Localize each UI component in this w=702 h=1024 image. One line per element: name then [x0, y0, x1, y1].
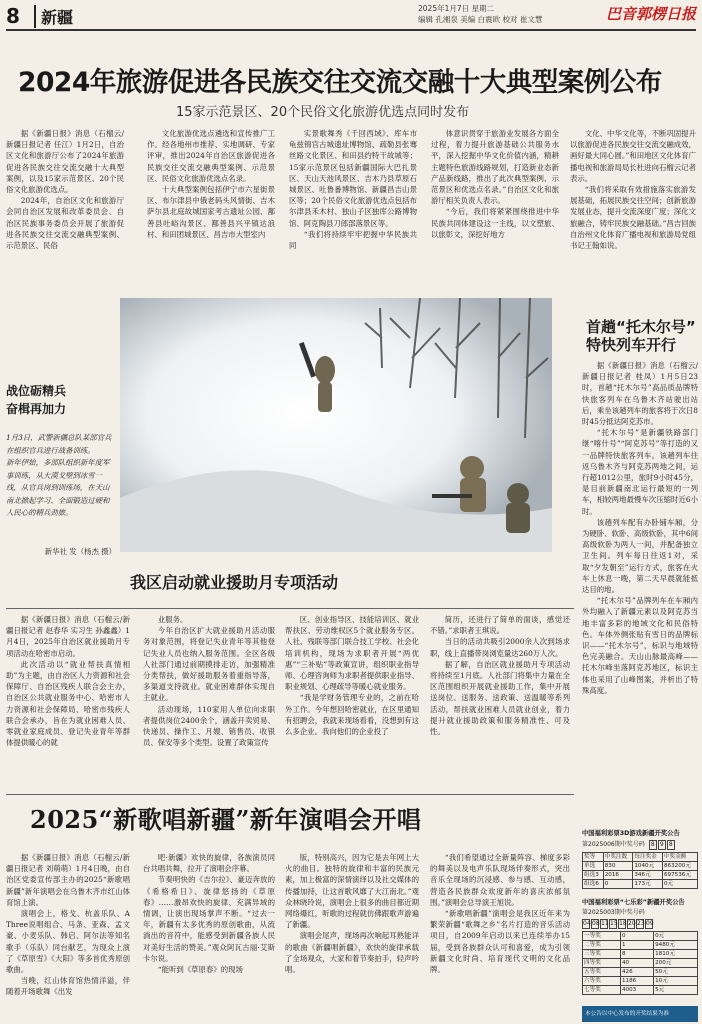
table-cell: 1186 — [621, 977, 654, 986]
table-cell: 1040元 — [633, 862, 663, 871]
paragraph: 演唱会上，格戈、杭盖乐队、A Three说唱组合、马条、亚森、孟文豪、小麦乐队、韩启、阿尔法等知名歌手（乐队）同台献艺，为现众上演了《草原雪》《大阳》等多首优秀原创歌曲。 — [6, 909, 130, 975]
lottery-footer: 本公告以中心发布的开奖结果为准 — [582, 1006, 698, 1022]
paragraph: “新歌唱新疆”演唱会是我区近年来为繁荣新疆“歌舞之乡”名片打造的音乐活动项目，自2009年启动以来已连续举办15届，受到各族群众认可和喜爱，成为引领新疆文化时尚、培育现代文明的文化品牌。 — [430, 909, 570, 975]
table-cell: 0元 — [654, 932, 698, 941]
lottery-3d-title: 中国福利彩票3D游戏新疆开奖公告 — [582, 830, 680, 837]
table-row — [583, 941, 698, 950]
table-cell: 七等奖 — [583, 986, 621, 995]
paragraph: 2024年，自治区文化和旅游厅会同自治区发展和改革委员会、自治区民族事务委员会开展了旅游促进各民族交往交流交融典型案例、示范景区、民俗 — [6, 196, 124, 251]
jobs-rule — [6, 608, 574, 609]
paragraph: 简历，还进行了简单的面谈，感觉还不错。”求职者王琪说。 — [430, 615, 570, 636]
table-row — [583, 880, 698, 889]
table-cell: 六等奖 — [583, 977, 621, 986]
jobs-column-2 — [143, 614, 275, 790]
paragraph: 据《新疆日报》消息（石榴云/新疆日报记者 赵春华 实习生 孙鑫鑫）1月4日，2025年自治区就业援助月专项活动在哈密市启动。 — [6, 615, 130, 658]
lottery-qlc-title: 中国福利彩票“七乐彩”新疆开奖公告 — [582, 899, 685, 906]
photo-caption-title-2: 奋楫再加力 — [6, 402, 67, 416]
lottery-3d-issue: 第2025006期中奖号码 — [582, 841, 645, 848]
table-row — [583, 968, 698, 977]
paragraph: “我们希望通过全新量阵容、梯度多彩的舞美以及电声乐队现场伴奏形式，突出音乐全现场的沉浸感、参与感、互动感，营造各民族群众欢度新年的喜庆浓郁氛围。”演唱会总导演王旭说。 — [430, 853, 570, 907]
table-header-cell: 中奖注数 — [603, 853, 633, 862]
jobs-column-3 — [285, 614, 419, 790]
jobs-headline: 我区启动就业援助月专项活动 — [130, 573, 339, 592]
lottery-3d-number: 8 — [649, 840, 657, 850]
table-cell: 50元 — [654, 968, 698, 977]
concert-rule — [6, 794, 574, 795]
photo-caption-text — [6, 432, 116, 542]
paragraph: 今年自治区扩大就业援助月活动服务对象范围，将登记失业青年等其他登记失业人员也纳入服务范围。全区各级人社部门通过前期摸排走访，加强精准分类帮扶，做好援助服务着重指导落，多渠道支持就业。就业困难群体实现自主就业。 — [143, 626, 275, 703]
paragraph: 业服务。 — [157, 615, 188, 624]
rail-title-1: 首趟“托木尔号” — [586, 318, 696, 336]
table-cell: 9480元 — [654, 941, 698, 950]
newspaper-masthead: 巴音郭楞日报 — [606, 5, 697, 23]
table-row — [583, 977, 698, 986]
paragraph: 活动现场，110家用人单位向求职者提供岗位2400余个，涵盖开卖贸易、快递员、操作工、月嫂、销售员、收银员、保安等多个类型。设置了政策宣传 — [143, 704, 275, 748]
table-cell: 10元 — [654, 977, 698, 986]
section-name: 新疆 — [34, 5, 73, 28]
paragraph: 实景歌舞秀《千回西域》、库车市龟兹锦官古城遗址博物馆、疏勒县张骞丝路文化景区、和田县约特干故城等；15家示范景区包括新疆国际大巴扎景区、天山天池风景区、吉木乃县草原石城景区、吐鲁番博物馆、新疆昌吉山景区等；20个民俗文化旅游优选点包括布尔津县禾木村、独山子区独库公路博物馆、阿克陶县刀郎部落景区等。 — [289, 129, 417, 228]
table-row — [583, 950, 698, 959]
lottery-qlc-number: 09 — [646, 920, 654, 927]
table-header-row — [583, 853, 698, 862]
paragraph: 该趟列车配有办卧铺车厢，分为硬卧、软卧、高级软卧，其中6间高级软卧为两人一间，并配备独立卫生间。列车每日往返1对，采取“夕发朝至”运行方式，旅客在火车上休息一晚，第二天早晨就能抵达目的地。 — [582, 517, 698, 595]
table-cell: 4003 — [621, 986, 654, 995]
lottery-qlc-number: 15 — [610, 920, 618, 927]
lottery-3d-number: 9 — [658, 840, 666, 850]
lottery-qlc-number: 04 — [583, 920, 591, 927]
lead-column-1 — [6, 128, 124, 296]
jobs-column-4 — [430, 614, 570, 790]
table-cell: 2016 — [603, 871, 633, 880]
paragraph: “今后，我们将紧紧围绕推进中华民族共同体建设这一主线，以文塑旅、以旅彰文，深挖好地方 — [431, 207, 559, 239]
lottery-qlc-number: 11 — [601, 920, 609, 927]
lead-subhead: 15家示范景区、20个民俗文化旅游优选点同时发布 — [176, 105, 470, 120]
table-row — [583, 986, 698, 995]
paragraph: “能听到《草原春》的现场 — [157, 965, 243, 975]
table-header-cell: 奖等 — [583, 853, 604, 862]
table-cell: 0 — [603, 880, 633, 889]
table-cell: 1 — [621, 941, 654, 950]
lead-column-2 — [147, 128, 275, 296]
page-number: 8 — [6, 4, 20, 28]
paragraph: 据《新疆日报》消息（石榴云/新疆日报记者 刘萌萌）1月4日晚，由自治区党委宣传部主办的2025“新歌唱新疆”新年演唱会在乌鲁木齐市红山体育馆上演。 — [6, 853, 130, 907]
table-cell: 426 — [621, 968, 654, 977]
concert-column-4 — [430, 852, 570, 1022]
paragraph: 据了解，自治区就业援助月专项活动将持续至1月底。人社部门将集中力量在全区范围组织开展就业援助工作，集中开展送岗位、送服务、送政策、送温暖等系列活动，帮扶就业困难人员就业创业，着力提升就业援助政策和服务精准性、可及性。 — [430, 659, 570, 737]
table-cell: 173元 — [633, 880, 663, 889]
photo-credit: 新华社 发（杨杰 摄） — [44, 547, 116, 556]
table-cell: 346元 — [633, 871, 663, 880]
table-cell: 863200元 — [663, 862, 698, 871]
paragraph: 1月3日，武警新疆总队某部官兵在组织官兵进行战备训练。 — [6, 433, 112, 455]
table-cell: 三等奖 — [583, 950, 621, 959]
paragraph: “托木尔号”是新疆铁路部门继“喀什号”“阿克苏号”等打造的又一品牌特快旅客列车。该趟列车往返乌鲁木齐与阿克苏两地之间，运行超1012公里，旅时9小时45分，是目前新疆南北运行最短的一列车，相较两地最慢车次压缩时近6小时。 — [582, 428, 698, 516]
table-cell: 200元 — [654, 959, 698, 968]
paragraph: 吧·新疆》欢快的旋律，各族演员同台共唱共舞，拉开了演唱会序幕。 — [143, 853, 275, 874]
lottery-3d-number: 8 — [667, 840, 675, 850]
snow-training-illustration — [120, 298, 552, 552]
table-row — [583, 862, 698, 871]
table-cell: 697536元 — [663, 871, 698, 880]
table-cell: 单选 — [583, 862, 604, 871]
rail-article — [582, 360, 698, 732]
paragraph: 当晚，红山体育馆热情洋溢，伴随着开场歌舞《出发 — [6, 976, 130, 997]
lottery-qlc-issue: 第2025003期中奖号码 — [582, 909, 645, 916]
table-cell: 组选6 — [583, 880, 604, 889]
lead-headline: 2024年旅游促进各民族交往交流交融十大典型案例公布 — [18, 67, 662, 98]
table-cell: 五等奖 — [583, 968, 621, 977]
paragraph: 版，特别高兴，因为它是去年网上大火的曲目。独特的旋律和丰富的民族元素，加上极富的深情演绎以及社交媒体的传播加持，让这首歌风靡了大江南北。”观众林晓玲说，演唱会上很多的曲目都近期网络爆红，听歌的过程就仿佛跟歌声游遍了新疆。 — [285, 853, 419, 930]
paragraph: 据《新疆日报》消息（石榴云/新疆日报记者 任江）1月2日，自治区文化和旅游厅公布了2024年旅游促进各民族交往交流交融十大典型案例，以及15家示范景区、20个民俗文化旅游优选点。 — [6, 129, 124, 195]
paragraph: 区、创业指导区、技能培训区、就业帮扶区、劳动维权区5个就业服务专区。人社、残联等部门联合技工学校、社会化培训机构，现场为求职者开展“两优惠”“三补贴”等政策宣讲，组织职业指导师、心理咨询师为求职者提供职业指导、职业规划、心理疏导等暖心就业服务。 — [285, 615, 419, 692]
paragraph: 文化旅游优选点遴选和宣传推广工作。经各地州市推荐、实地调研、专家评审，推出2024年自治区旅游促进各民族交往交流交融典型案例、示范景区、民俗文化旅游优选点名录。 — [147, 129, 275, 183]
jobs-column-1 — [6, 614, 130, 790]
lottery-3d-numbers — [649, 840, 676, 850]
header-rule — [6, 29, 696, 31]
lottery-qlc-numbers — [582, 919, 698, 929]
table-cell: 二等奖 — [583, 941, 621, 950]
paragraph: 十大典型案例包括伊宁市六星街景区、布尔津县中俄老码头风情街、吉木萨尔县北庭故城国家考古遗址公园、鄯善县吐峪沟景区、鄯善县兴平镇达浪村、和田团城景区、昌吉市大型室内 — [147, 185, 275, 239]
lead-column-4 — [431, 128, 559, 296]
lottery-qlc-number: 20 — [628, 920, 636, 927]
table-header-cell: 中奖金额 — [663, 853, 698, 862]
paragraph: “托木尔号”品牌列车在车厢内外均融入了新疆元素以及阿克苏当地丰富多彩的地域文化和民俗特色。车体外侧张贴有雪日的品牌标识——“托木尔号”，标识与地域特色完美融合。天山山脉最高峰——托木尔峰坐落阿克苏地区，标识主体也采用了山峰图案，并析出了特殊高度。 — [582, 596, 698, 695]
lottery-qlc-number: 18 — [619, 920, 627, 927]
table-cell: 8 — [621, 950, 654, 959]
rail-title-2: 特快列车开行 — [586, 336, 677, 354]
paragraph: 当日的活动共吸引2000余人次到场求职，线上直播带岗浏览量达260万人次。 — [430, 637, 570, 658]
paragraph: “我们将采取有效措施落实旅游发展基础，拓展民族交往空间；创新旅游发展业态，提升交流深度广度；深化文旅融合，铸牢民族交融基础。”昌吉回族自治州文化体育广播电视和旅游局党组书记王翰如说。 — [570, 185, 696, 251]
table-row — [583, 932, 698, 941]
concert-column-2 — [143, 852, 275, 1022]
table-header-cell: 每注奖金 — [633, 853, 663, 862]
lead-column-5 — [570, 128, 696, 296]
lottery-qlc-table — [582, 931, 698, 995]
lead-column-3 — [289, 128, 417, 296]
lottery-box — [582, 830, 698, 995]
paragraph: 文化、中华文化等，不断巩固提升以旅游促进各民族交往交流交融成效，画好最大同心圆。”和田地区文化体育广播电视和旅游局局长杜进向石榴云记者表示。 — [570, 129, 696, 183]
table-cell: 1810元 — [654, 950, 698, 959]
lottery-qlc-number: 23 — [637, 920, 645, 927]
table-row — [583, 871, 698, 880]
photo-caption-title-1: 战位砺精兵 — [6, 384, 67, 398]
paragraph: 此次活动以“就业帮扶真情相助”为主题，由自治区人力资源和社会保障厅、自治区残疾人联合会主办，自治区公共就业服务中心、哈密市人力资源和社会保障局、哈密市残疾人联合会承办，旨在为就业困难人员、零就业家庭成员、登记失业青年等群体提供暖心的就 — [6, 659, 130, 748]
concert-column-1 — [6, 852, 130, 1022]
table-cell: 组选3 — [583, 871, 604, 880]
table-cell: 四等奖 — [583, 959, 621, 968]
concert-headline: 2025“新歌唱新疆”新年演唱会开唱 — [30, 805, 422, 834]
paragraph: 据《新疆日报》消息（石榴云/新疆日报记者 桂凤）1月5日23时，首趟“托木尔号”高品质品牌特快旅客列车在乌鲁木齐站驶出站后，乘坐该趟列车的旅客将于次日8时45分抵达阿克苏市。 — [582, 361, 698, 427]
table-row — [583, 959, 698, 968]
lottery-3d-table — [582, 852, 698, 889]
rail-title-block — [586, 318, 696, 354]
table-cell: 一等奖 — [583, 932, 621, 941]
paragraph: 节奏明快的《吉尔拉》、豪迈奔放的《希格希日》、旋律悠扬的《草原春》……激昂欢快的旋律、充满异域的情调，让演出现场掌声不断。“过去一年，新疆有太多优秀的原创歌曲，从流淌出的音符中，能感受到新疆各族人民对美好生活的赞美。”观众阿瓦古丽·艾斯卡尔说。 — [143, 875, 275, 963]
table-cell: 40 — [621, 959, 654, 968]
paragraph: 体意识贯穿于旅游业发展各方面全过程，着力提升旅游基础公共服务水平，深入挖掘中华文化价值内涵，精耕主题特色旅游线路规划，打造新业态新产品新线路，推出了此次典型案例、示范景区和优选点名录。”自治区文化和旅游厅相关负责人表示。 — [431, 129, 559, 206]
training-photo — [120, 298, 552, 552]
table-cell: 5元 — [654, 986, 698, 995]
paragraph: 演唱会尾声，现场再次响起耳熟能详的歌曲《新疆唱新疆》，欢快的旋律承载了全场观众，大家和着节奏拍手，轻声吟唱。 — [285, 931, 419, 975]
concert-column-3 — [285, 852, 419, 1022]
paragraph: 新年伊始，多部队组织新年度军事训练，从大漠戈壁到冰雪一线，从官兵岗到训练场，在天山南北掀起学习、全面锻造过硬和人民心的精兵劲旅。 — [6, 458, 110, 517]
photo-caption-block — [6, 382, 116, 559]
issue-date: 2025年1月7日 星期二 — [418, 4, 495, 13]
lottery-qlc-number: 08 — [592, 920, 600, 927]
table-cell: 830 — [603, 862, 633, 871]
table-cell: 0 — [621, 932, 654, 941]
paragraph: “我们将持续牢牢把握中华民族共同 — [289, 229, 417, 251]
editor-credits: 编辑 孔湘泉 美编 白震欧 校对 崔文慧 — [418, 15, 543, 24]
header-info — [418, 3, 542, 25]
paragraph: “我是学财务管理专业的，之前在哈外工作。今年想回哈密就业，在区里通知有招聘会，我就来现场看看，没想到有这么多企业。我向他们的企业投了 — [285, 693, 419, 737]
table-cell: 0元 — [663, 880, 698, 889]
lottery-3d-issue-row — [582, 840, 698, 850]
